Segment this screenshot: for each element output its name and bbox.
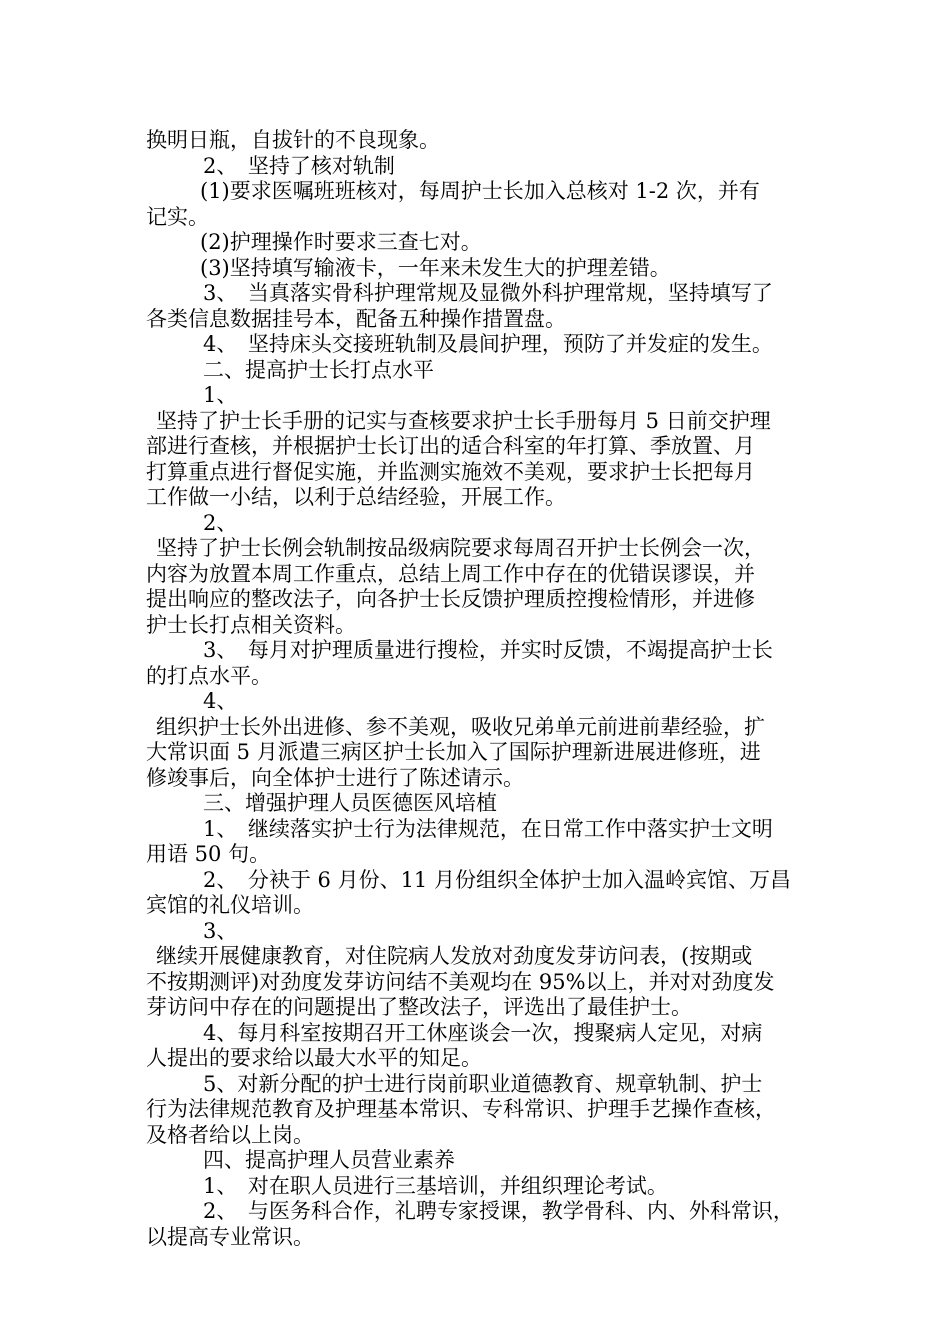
text-line: 不按期测评)对劲度发芽访问结不美观均在 95%以上，并对对劲度发	[146, 970, 775, 994]
text-line: 继续开展健康教育，对住院病人发放对劲度发芽访问表，(按期或	[156, 944, 753, 968]
text-line: 大常识面 5 月派遣三病区护士长加入了国际护理新进展进修班，进	[146, 740, 761, 764]
text-line: 5、对新分配的护士进行岗前职业道德教育、规章轨制、护士	[203, 1072, 763, 1096]
text-line: 工作做一小结，以利于总结经验，开展工作。	[146, 485, 566, 509]
text-line: 提出响应的整改法子，向各护士长反馈护理质控搜检情形，并进修	[146, 587, 755, 611]
text-line: 部进行查核，并根据护士长订出的适合科室的年打算、季放置、月	[146, 434, 755, 458]
text-line: 2、 坚持了核对轨制	[203, 154, 395, 178]
text-line: 换明日瓶，自拔针的不良现象。	[146, 128, 440, 152]
text-line: 修竣事后，向全体护士进行了陈述请示。	[146, 766, 524, 790]
text-line: (2)护理操作时要求三查七对。	[200, 230, 482, 254]
text-line: 2、 与医务科合作，礼聘专家授课，教学骨科、内、外科常识，	[203, 1199, 794, 1223]
text-line: 组织护士长外出进修、参不美观，吸收兄弟单元前进前辈经验，扩	[156, 715, 765, 739]
text-line: 4、 坚持床头交接班轨制及晨间护理，预防了并发症的发生。	[203, 332, 773, 356]
text-line: (1)要求医嘱班班核对，每周护士长加入总核对 1-2 次，并有	[200, 179, 760, 203]
text-line: 2、	[203, 511, 238, 535]
text-line: 2、 分袂于 6 月份、11 月份组织全体护士加入温岭宾馆、万昌	[203, 868, 791, 892]
text-line: 护士长打点相关资料。	[146, 613, 356, 637]
section-heading: 二、提高护士长打点水平	[203, 358, 434, 382]
text-line: 用语 50 句。	[146, 842, 271, 866]
text-line: 坚持了护士长手册的记实与查核要求护士长手册每月 5 日前交护理	[156, 409, 771, 433]
text-line: 行为法律规范教育及护理基本常识、专科常识、护理手艺操作查核，	[146, 1097, 776, 1121]
text-line: 及格者给以上岗。	[146, 1123, 314, 1147]
text-line: (3)坚持填写输液卡，一年来未发生大的护理差错。	[200, 256, 671, 280]
section-heading: 四、提高护理人员营业素养	[203, 1148, 455, 1172]
text-line: 内容为放置本周工作重点，总结上周工作中存在的优错误谬误，并	[146, 562, 755, 586]
text-line: 各类信息数据挂号本，配备五种操作措置盘。	[146, 307, 566, 331]
text-line: 打算重点进行督促实施，并监测实施效不美观，要求护士长把每月	[146, 460, 755, 484]
text-line: 3、 每月对护理质量进行搜检，并实时反馈，不竭提高护士长	[203, 638, 773, 662]
text-line: 宾馆的礼仪培训。	[146, 893, 314, 917]
text-line: 4、每月科室按期召开工休座谈会一次，搜聚病人定见，对病	[203, 1021, 763, 1045]
section-heading: 三、增强护理人员医德医风培植	[203, 791, 497, 815]
text-line: 芽访问中存在的问题提出了整改法子，评选出了最佳护士。	[146, 995, 692, 1019]
text-line: 1、 对在职人员进行三基培训，并组织理论考试。	[203, 1174, 668, 1198]
text-line: 以提高专业常识。	[146, 1225, 314, 1249]
text-line: 3、	[203, 919, 238, 943]
text-line: 坚持了护士长例会轨制按品级病院要求每周召开护士长例会一次，	[156, 536, 765, 560]
text-line: 1、 继续落实护士行为法律规范，在日常工作中落实护士文明	[203, 817, 773, 841]
text-line: 3、 当真落实骨科护理常规及显微外科护理常规，坚持填写了	[203, 281, 773, 305]
text-line: 记实。	[146, 205, 209, 229]
text-line: 人提出的要求给以最大水平的知足。	[146, 1046, 482, 1070]
text-line: 的打点水平。	[146, 664, 272, 688]
text-line: 1、	[203, 383, 238, 407]
text-line: 4、	[203, 689, 238, 713]
